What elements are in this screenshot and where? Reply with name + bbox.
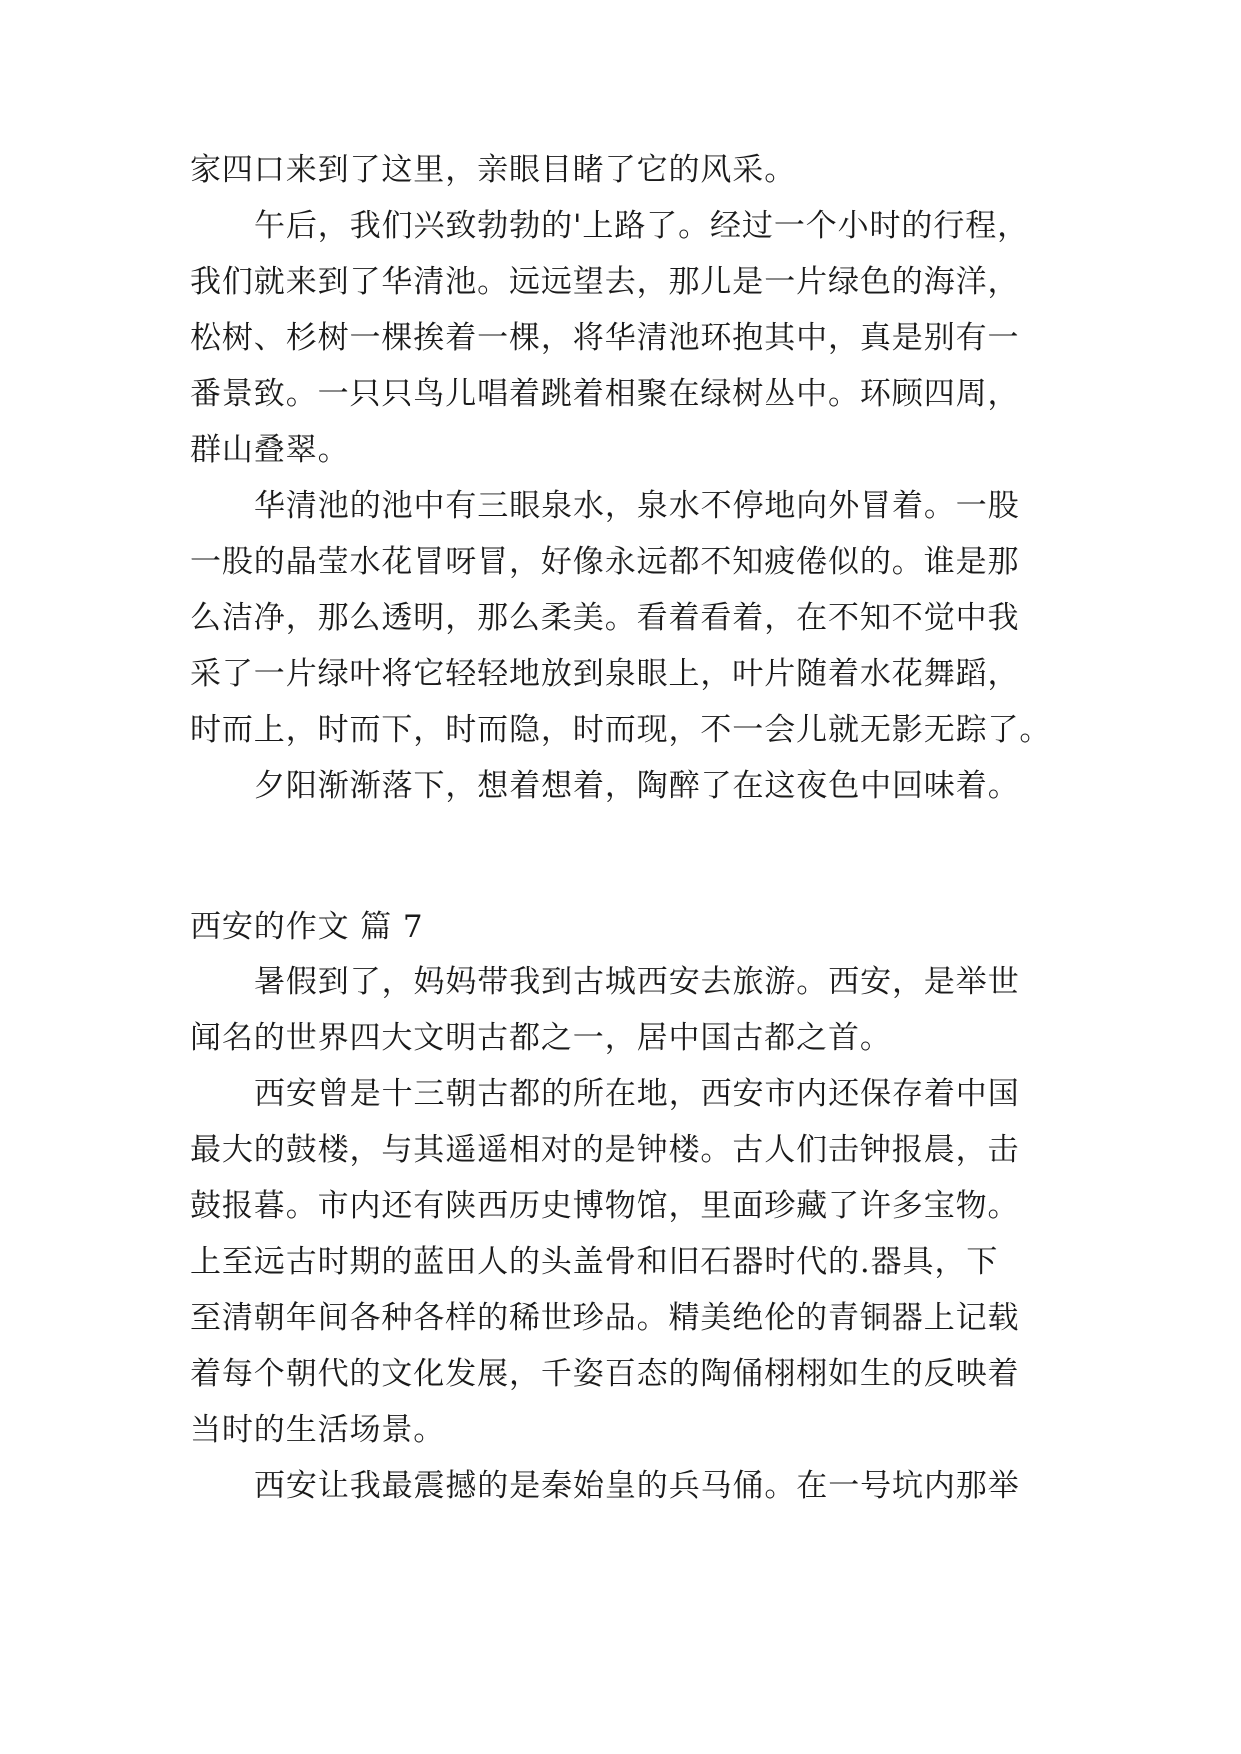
text-line: 时而上，时而下，时而隐，时而现，不一会儿就无影无踪了。	[190, 712, 1052, 748]
text-line: 上至远古时期的蓝田人的头盖骨和旧石器时代的.器具，下	[190, 1244, 999, 1280]
text-line: 着每个朝代的文化发展，千姿百态的陶俑栩栩如生的反映着	[190, 1356, 1020, 1392]
paragraph-first-line: 夕阳渐渐落下，想着想着，陶醉了在这夜色中回味着。	[254, 768, 1020, 804]
text-line: 家四口来到了这里，亲眼目睹了它的风采。	[190, 152, 797, 188]
text-line: 最大的鼓楼，与其遥遥相对的是钟楼。古人们击钟报晨，击	[190, 1132, 1020, 1168]
text-line: 松树、杉树一棵挨着一棵，将华清池环抱其中，真是别有一	[190, 320, 1020, 356]
text-line: 群山叠翠。	[190, 432, 350, 468]
paragraph-first-line: 西安让我最震撼的是秦始皇的兵马俑。在一号坑内那举	[254, 1468, 1020, 1504]
text-line: 鼓报暮。市内还有陕西历史博物馆，里面珍藏了许多宝物。	[190, 1188, 1020, 1224]
text-line: 当时的生活场景。	[190, 1412, 446, 1448]
text-line: 番景致。一只只鸟儿唱着跳着相聚在绿树丛中。环顾四周，	[190, 376, 1020, 412]
text-line: 我们就来到了华清池。远远望去，那儿是一片绿色的海洋，	[190, 264, 1020, 300]
paragraph-first-line: 西安曾是十三朝古都的所在地，西安市内还保存着中国	[254, 1076, 1020, 1112]
text-line: 么洁净，那么透明，那么柔美。看着看着，在不知不觉中我	[190, 600, 1020, 636]
text-line: 采了一片绿叶将它轻轻地放到泉眼上，叶片随着水花舞蹈，	[190, 656, 1020, 692]
text-line: 闻名的世界四大文明古都之一，居中国古都之首。	[190, 1020, 892, 1056]
paragraph-first-line: 华清池的池中有三眼泉水，泉水不停地向外冒着。一股	[254, 488, 1020, 524]
section-heading: 西安的作文 篇 7	[190, 909, 424, 945]
text-line: 至清朝年间各种各样的稀世珍品。精美绝伦的青铜器上记载	[190, 1300, 1020, 1336]
paragraph-first-line: 午后，我们兴致勃勃的'上路了。经过一个小时的行程，	[254, 208, 1030, 244]
text-line: 一股的晶莹水花冒呀冒，好像永远都不知疲倦似的。谁是那	[190, 544, 1020, 580]
paragraph-first-line: 暑假到了，妈妈带我到古城西安去旅游。西安，是举世	[254, 964, 1020, 1000]
